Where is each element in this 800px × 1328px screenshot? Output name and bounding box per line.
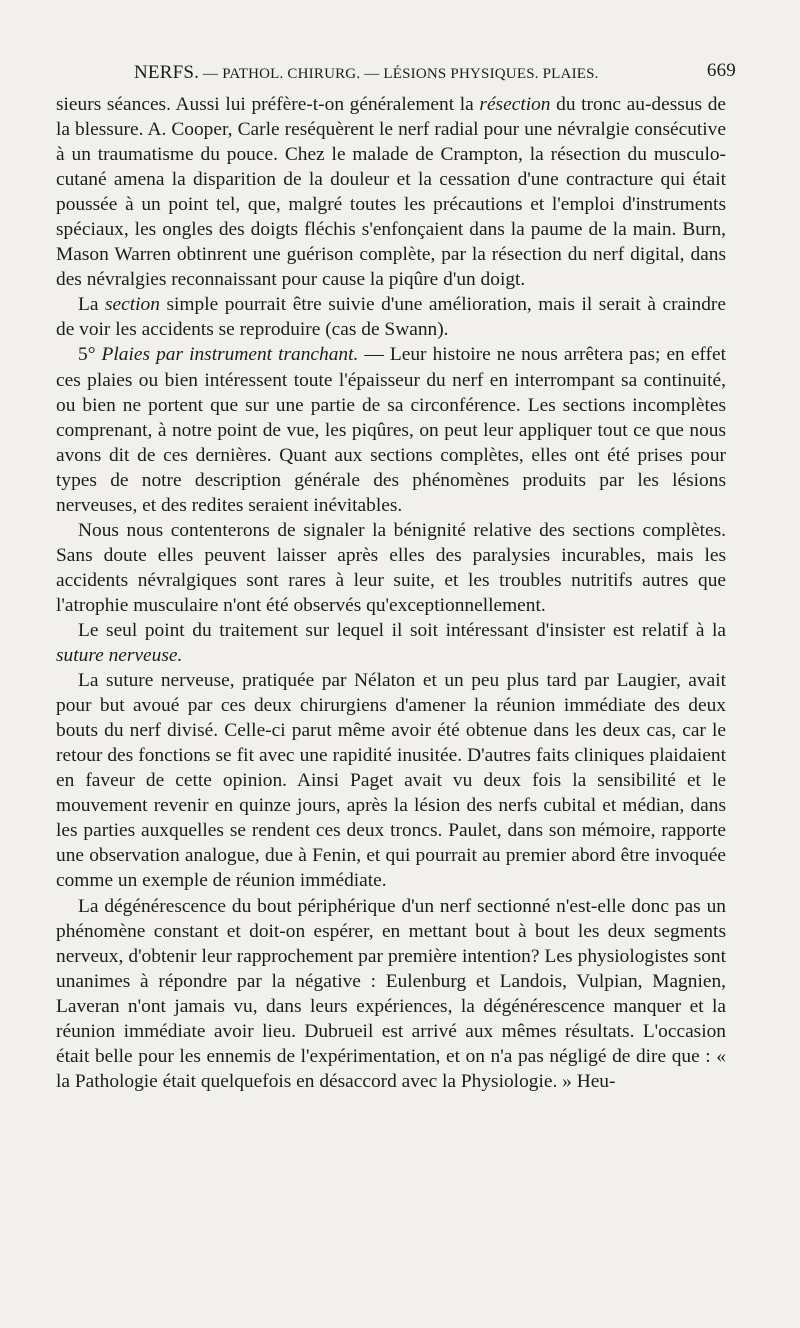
paragraph bbox=[56, 92, 726, 292]
text-run: La bbox=[78, 294, 106, 316]
italic-term: résection bbox=[479, 94, 551, 115]
text-run: — Leur histoire ne nous arrêtera pas; en effet ces plaies ou bien intéressent toute l'épaisseur du nerf en interrompant sa continuité, ou bien ne portent que sur une partie de sa circonférence. Les sections incomplètes comprenant, à notre point de vue, les piqûres, on peut leur appliquer tout ce que nous avons dit de ces dernières. Quant aux sections complètes, elles ont été prises pour types de notre description générale des phénomènes produits par les lésions nerveuses, et des redites seraient inévitables. bbox=[56, 344, 726, 516]
running-header bbox=[56, 58, 736, 84]
paragraph bbox=[56, 292, 726, 342]
running-title bbox=[134, 62, 599, 84]
italic-term: section bbox=[105, 294, 160, 316]
text-run: Nous nous contenterons de signaler la bénignité relative des sections complètes. Sans doute elles peuvent laisser après elles des paralysies incurables, mais les accidents névralgiques sont rares à leur suite, et les troubles nutritifs autres que l'atrophie musculaire n'ont été observés qu'exceptionnellement. bbox=[56, 519, 726, 616]
text-run: simple pourrait être suivie d'une amélioration, mais il serait à craindre de voir les accidents se reproduire (cas de Swann). bbox=[56, 294, 726, 341]
text-run: 5° bbox=[78, 344, 102, 366]
paragraph bbox=[56, 518, 726, 618]
page-number: 669 bbox=[706, 60, 736, 81]
paragraph bbox=[56, 894, 726, 1094]
paragraph bbox=[56, 618, 726, 668]
header-separator: — bbox=[199, 66, 223, 82]
header-section: NERFS. bbox=[134, 62, 200, 83]
text-run: du tronc au-dessus de la blessure. A. Cooper, Carle reséquèrent le nerf radial pour une névralgie consécutive à un traumatisme du pouce. Chez le malade de Crampton, la résection du musculo-cutané amena la disparition de la douleur et la cessation d'une contracture qui était poussée à un point tel, que, malgré toutes les précautions et l'emploi d'instruments spéciaux, les ongles des doigts fléchis s'enfonçaient dans la paume de la main. Burn, Mason Warren obtinrent une guérison complète, par la résection du nerf digital, dans des névralgies reconnaissant pour cause la piqûre d'un doigt. bbox=[56, 94, 726, 291]
paragraph bbox=[56, 668, 726, 893]
header-subsection: PATHOL. CHIRURG. bbox=[222, 66, 361, 82]
body-text bbox=[56, 92, 726, 1094]
header-separator: — bbox=[360, 66, 384, 82]
text-run: La dégénérescence du bout périphérique d'un nerf sectionné n'est-elle donc pas un phénomène constant et doit-on espérer, en mettant bout à bout les deux segments nerveux, d'obtenir leur rapprochement par première intention? Les physiologistes sont unanimes à répondre par la négative : Eulenburg et Landois, Vulpian, Magnien, Laveran n'ont jamais vu, dans leurs expériences, la dégénérescence manquer et la réunion immédiate avoir lieu. Dubrueil est arrivé aux mêmes résultats. L'occasion était belle pour les ennemis de l'expérimentation, et on n'a pas négligé de dire que : « la Pathologie était quelquefois en désaccord avec la Physiologie. » Heu- bbox=[56, 895, 726, 1092]
text-run: La suture nerveuse, pratiquée par Nélaton et un peu plus tard par Laugier, avait pour but avoué par ces deux chirurgiens d'amener la réunion immédiate des deux bouts du nerf divisé. Celle-ci parut même avoir été obtenue dans les deux cas, car le retour des fonctions se fit avec une rapidité inusitée. D'autres faits cliniques plaidaient en faveur de cette opinion. Ainsi Paget avait vu deux fois la sensibilité et le mouvement revenir en quinze jours, après la lésion des nerfs cubital et médian, dans les parties auxquelles se rendent ces deux troncs. Paulet, dans son mémoire, rapporte une observation analogue, due à Fenin, et qui pourrait au premier abord être invoquée comme un exemple de réunion immédiate. bbox=[56, 670, 726, 892]
italic-term: suture nerveuse. bbox=[56, 645, 183, 667]
section-heading: Plaies par instrument tranchant. bbox=[101, 344, 359, 366]
text-run: Le seul point du traitement sur lequel il soit intéressant d'insister est relatif à la bbox=[78, 619, 726, 641]
paragraph bbox=[56, 342, 726, 517]
text-run: sieurs séances. Aussi lui préfère-t-on généralement la bbox=[56, 94, 480, 115]
header-topic: LÉSIONS PHYSIQUES. PLAIES. bbox=[383, 66, 599, 82]
